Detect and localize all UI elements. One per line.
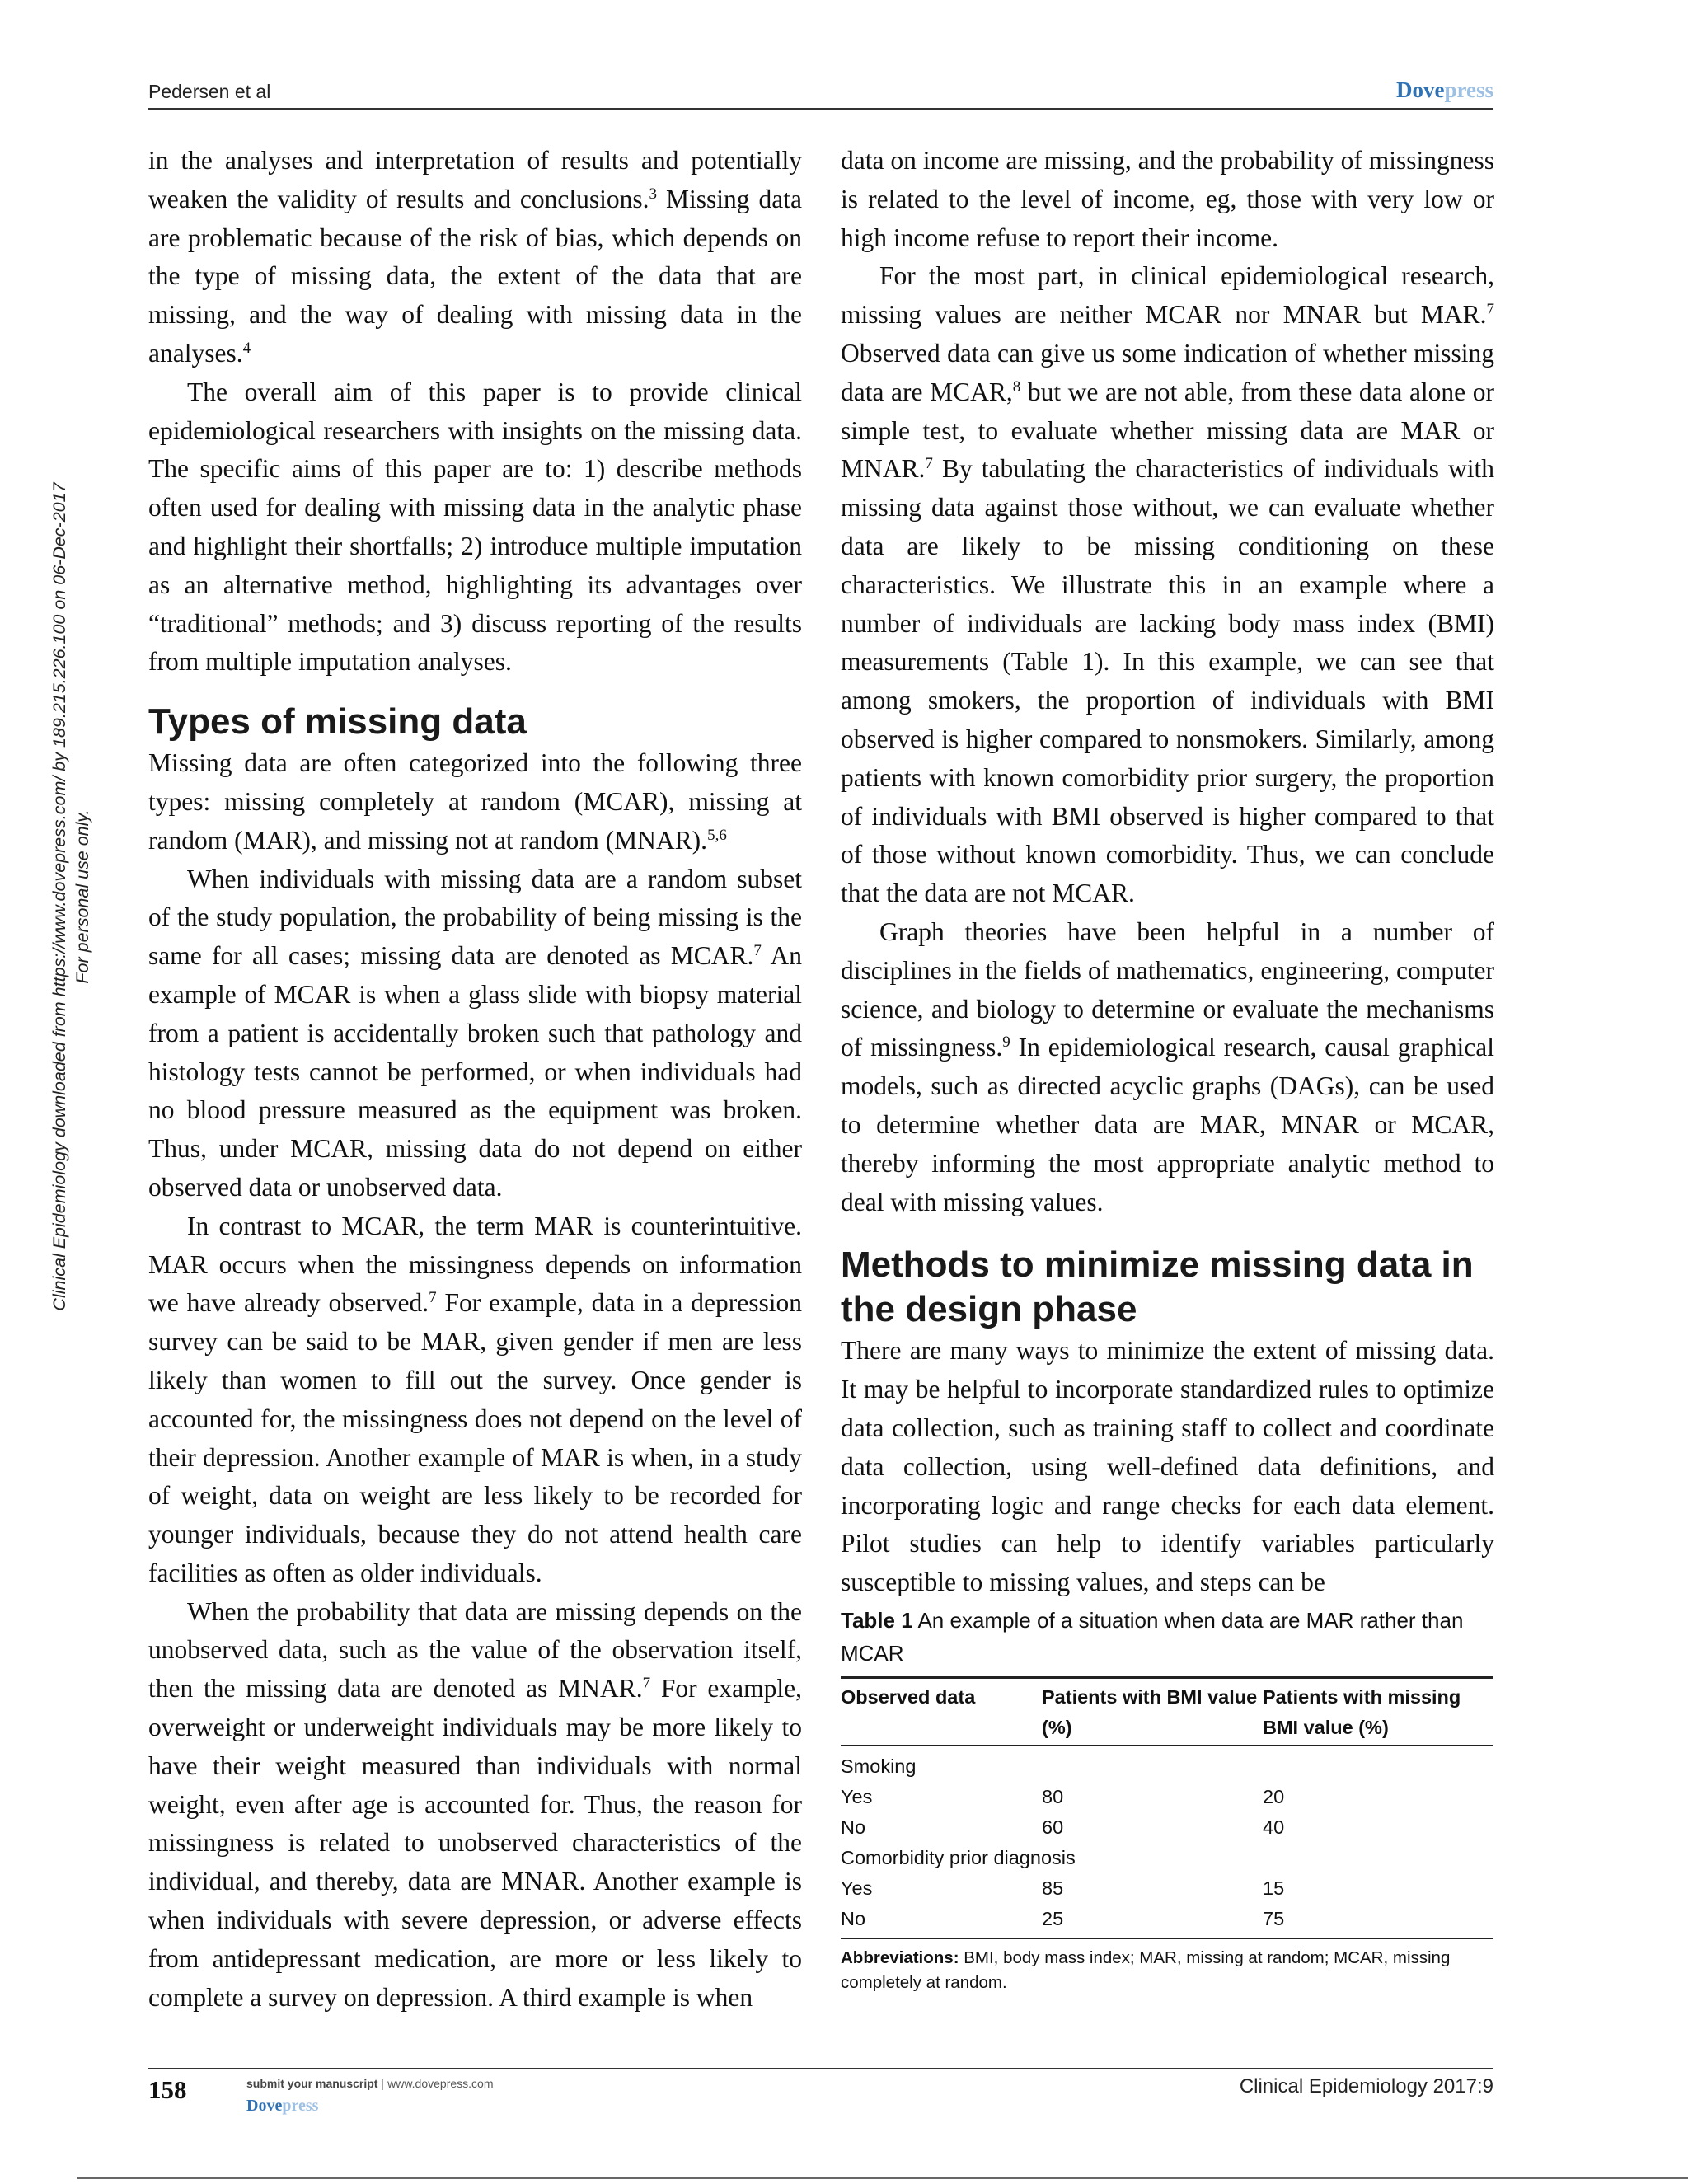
right-paragraph-3: Graph theories have been helpful in a number of disciplines in the fields of mathematics, engineering, computer science, and biology to determine or evaluate the mechanisms of missingness.$^9$ In epidemiological research, causal graphical models, such as directed acyclic graphs (DAGs), can be used to determine whether data are MAR, MNAR or MCAR, thereby informing the most appropriate analytic method to deal with missing values. xyxy=(841,916,1494,1216)
header-with-bmi: Patients with BMI value (%) xyxy=(1042,1678,1263,1746)
table-1-grid xyxy=(841,1676,1493,1939)
table-caption: Table 1 An example of a situation when data are MAR rather than MCAR xyxy=(841,1608,1464,1666)
section-heading-methods: Methods to minimize missing data in the design phase xyxy=(841,1244,1474,1330)
table-row: Yes 80 20 xyxy=(841,1786,1285,1807)
brand-secondary: press xyxy=(1444,77,1493,102)
right-paragraph-4: There are many ways to minimize the extent of missing data. It may be helpful to incorporate standardized rules to optimize data collection, such as training staff to collect and coordinate data collection, using well-defined data definitions, and incorporating logic and range checks for each data element. Pilot studies can help to identify variables particularly susceptible to missing values, and steps can be xyxy=(841,1336,1494,1597)
left-paragraph-6: When the probability that data are missing depends on the unobserved data, such as the value of the observation itself, then the missing data are denoted as MNAR.$^7$ For example, overweight or underweight individuals may be more likely to have their weight measured than individuals with normal weight, even after age is accounted for. Thus, the reason for missingness is related to unobserved characteristics of the individual, and thereby, data are MNAR. Another example is when individuals with severe depression, or adverse effects from antidepressant medication, are more or less likely to complete a survey on depression. A third example is when xyxy=(148,1596,802,2012)
footer-rule xyxy=(148,2068,1493,2069)
right-paragraph-2: For the most part, in clinical epidemiological research, missing values are neither MCAR nor MNAR but MAR.$^7$ Observed data can give us some indication of whether missing data are MCAR,$^8$ but we are not able, from these data alone or simple test, to evaluate whether missing data are MAR or MNAR.$^7$ By tabulating the characteristics of individuals with missing data against those without, we can evaluate whether data are likely to be missing conditioning on these characteristics. We illustrate this in an example where a number of individuals are lacking body mass index (BMI) measurements (Table 1). In this example, we can see that among smokers, the proportion of individuals with BMI observed is higher compared to nonsmokers. Similarly, among patients with known comorbidity prior surgery, the proportion of individuals with BMI observed is higher compared to that of those without known comorbidity. Thus, we can conclude that the data are not MCAR. xyxy=(841,261,1494,908)
table-1 xyxy=(841,1604,1493,1995)
table-group-row xyxy=(841,1746,1493,1782)
left-paragraph-4: When individuals with missing data are a random subset of the study population, the probability of being missing is the same for all cases; missing data are denoted as MCAR.$^7$ An example of MCAR is when a glass slide with biopsy material from a patient is accidentally broken such that pathology and histology tests cannot be performed, or when individuals had no blood pressure measured as the equipment was broken. Thus, under MCAR, missing data do not depend on either observed data or unobserved data. xyxy=(148,864,802,1202)
section-heading-types: Types of missing data xyxy=(148,701,527,743)
right-paragraph-1: data on income are missing, and the probability of missingness is related to the level of income, eg, those with very low or high income refuse to report their income. xyxy=(841,146,1494,252)
download-watermark xyxy=(48,279,122,1515)
table-group-row xyxy=(841,1843,1493,1873)
page-bottom-rule xyxy=(77,2177,1688,2179)
journal-citation: Clinical Epidemiology 2017:9 xyxy=(1239,2075,1493,2097)
left-paragraph-1: in the analyses and interpretation of results and potentially weaken the validity of results and conclusions.$^3$ Missing data are problematic because of the risk of bias, which depends on the type of missing data, the extent of the data that are missing, and the way of dealing with missing data in the analyses.$^4$ xyxy=(148,146,802,368)
header-missing-bmi: Patients with missing BMI value (%) xyxy=(1263,1678,1493,1746)
page-number: 158 xyxy=(148,2075,187,2104)
right-column xyxy=(841,142,1494,1602)
left-column xyxy=(148,142,802,2017)
watermark-line-1: Clinical Epidemiology downloaded from https://www.dovepress.com/ by 189.215.226.100 on 06-Dec-2017 xyxy=(49,482,69,1311)
left-paragraph-5: In contrast to MCAR, the term MAR is counterintuitive. MAR occurs when the missingness depends on information we have already observed.$^7$ For example, data in a depression survey can be said to be MAR, given gender if men are less likely than women to fill out the survey. Once gender is accounted for, the missingness does not depend on the level of their depression. Another example of MAR is when, in a study of weight, data on weight are less likely to be recorded for younger individuals, because they do not attend health care facilities as often as older individuals. xyxy=(148,1211,802,1587)
dovepress-logo[interactable] xyxy=(1396,77,1493,103)
table-row: Yes 85 15 xyxy=(841,1877,1285,1899)
submit-url[interactable]: www.dovepress.com xyxy=(387,2077,494,2090)
table-row: No 60 40 xyxy=(841,1816,1285,1838)
group-smoking: Smoking xyxy=(841,1755,917,1777)
header-rule xyxy=(148,108,1493,110)
left-paragraph-2: The overall aim of this paper is to provide clinical epidemiological researchers with insights on the missing data. The specific aims of this paper are to: 1) describe methods often used for dealing with missing data in the analytic phase and highlight their shortfalls; 2) introduce multiple imputation as an alternative method, highlighting its advantages over “traditional” methods; and 3) discuss reporting of the results from multiple imputation analyses. xyxy=(148,377,802,677)
table-row: No 25 75 xyxy=(841,1904,1493,1938)
header-observed-data: Observed data xyxy=(841,1678,1042,1746)
left-paragraph-3: Missing data are often categorized into the following three types: missing completely at random (MCAR), missing at random (MAR), and missing not at random (MNAR).$^{5,6}$ xyxy=(148,748,802,855)
table-label: Table 1 xyxy=(841,1608,913,1633)
submit-manuscript-link[interactable]: submit your manuscript | www.dovepress.com xyxy=(246,2077,494,2090)
running-head: Pedersen et al xyxy=(148,81,271,102)
table-abbreviations: Abbreviations: BMI, body mass index; MAR, missing at random; MCAR, missing completely at random. xyxy=(841,1948,1451,1992)
group-comorbidity: Comorbidity prior diagnosis xyxy=(841,1847,1076,1868)
table-header-row xyxy=(841,1678,1493,1746)
watermark-line-2: For personal use only. xyxy=(73,809,92,984)
dovepress-footer-logo[interactable]: Dovepress xyxy=(246,2097,319,2115)
brand-primary: Dove xyxy=(1396,77,1445,102)
